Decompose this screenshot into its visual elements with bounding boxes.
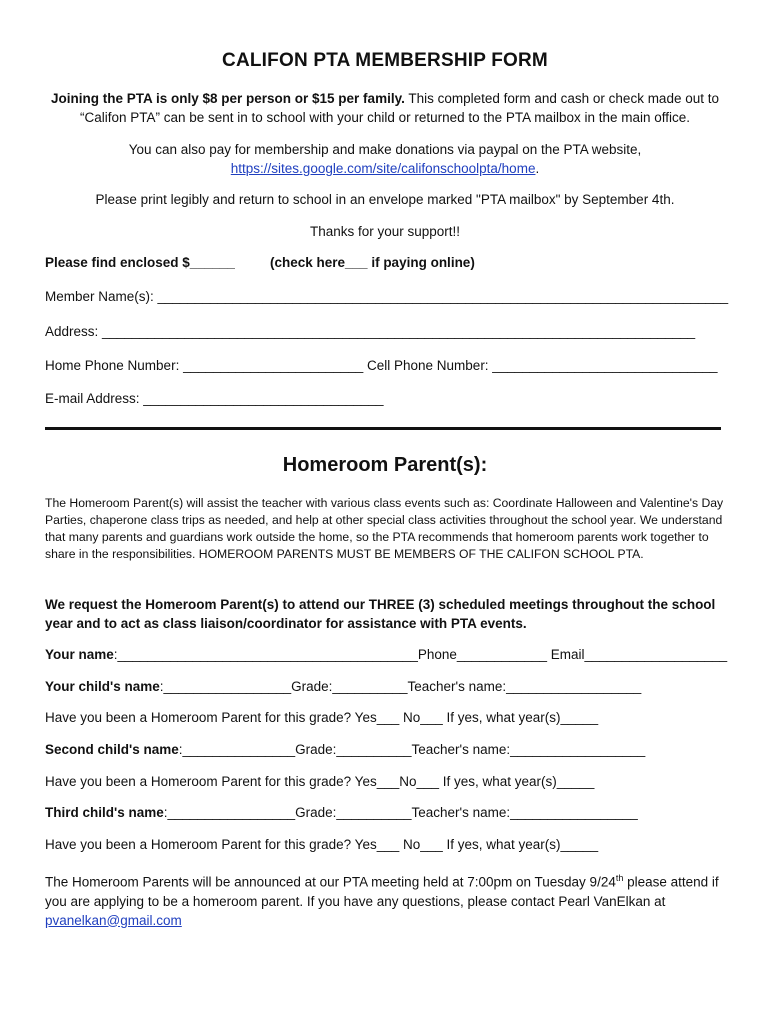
meeting-request: We request the Homeroom Parent(s) to attend our THREE (3) scheduled meetings throughout the school year and to act as class liaison/coordinator for assistance with PTA events.: [45, 597, 716, 631]
address-field[interactable]: Address: _______________________________________________________________________________: [45, 324, 696, 339]
announcement-text-a: The Homeroom Parents will be announced at our PTA meeting held at 7:00pm on Tuesday 9/24: [45, 874, 616, 890]
announcement-superscript: th: [615, 873, 624, 883]
child2-label: Second child's name: [45, 742, 179, 757]
your-name-row[interactable]: [45, 647, 727, 662]
child3-label: Third child's name: [45, 805, 164, 820]
your-name-fields[interactable]: :________________________________________Phone____________ Email___________________: [113, 647, 728, 662]
announcement-text-b: please attend if you are applying to be a homeroom parent. If you have any questions, please contact Pearl VanElkan at: [45, 874, 719, 909]
homeroom-heading: Homeroom Parent(s):: [282, 454, 488, 476]
home-phone-field[interactable]: Home Phone Number: ________________________: [45, 358, 364, 373]
child1-label: Your child's name: [45, 679, 160, 694]
member-names-field[interactable]: Member Name(s): ____________________________________________________________________________: [45, 289, 729, 304]
contact-email-link[interactable]: pvanelkan@gmail.com: [45, 912, 182, 928]
paypal-period: .: [535, 161, 540, 176]
child3-row[interactable]: [45, 805, 638, 820]
paypal-paragraph: [40, 140, 730, 178]
print-note: Please print legibly and return to school in an envelope marked "PTA mailbox" by September 4th.: [95, 192, 675, 207]
intro-price-text: Joining the PTA is only $8 per person or $15 per family.: [50, 91, 405, 106]
announcement-paragraph: [45, 869, 730, 930]
child1-row[interactable]: [45, 679, 641, 694]
child2-fields[interactable]: :_______________Grade:__________Teacher's name:__________________: [178, 742, 646, 757]
intro-instructions-text: This completed form and cash or check made out to “Califon PTA” can be sent in to school with your child or returned to the PTA mailbox in the main office.: [79, 91, 719, 125]
page-title: CALIFON PTA MEMBERSHIP FORM: [222, 50, 548, 71]
child1-fields[interactable]: :_________________Grade:__________Teacher's name:__________________: [159, 679, 642, 694]
child3-fields[interactable]: :_________________Grade:__________Teacher's name:_________________: [163, 805, 638, 820]
child3-question[interactable]: Have you been a Homeroom Parent for this grade? Yes___ No___ If yes, what year(s)_____: [45, 837, 599, 852]
your-name-label: Your name: [45, 647, 114, 662]
homeroom-description: The Homeroom Parent(s) will assist the teacher with various class events such as: Coordinate Halloween and Valentine's Day Parties, chaperone class trips as needed, and help at other special class activities throughout the school year. We understand that many parents and guardians work outside the home, so the PTA recommends that homeroom parents work together to share in the responsibilities. HOMEROOM PARENTS MUST BE MEMBERS OF THE CALIFON SCHOOL PTA.: [45, 496, 724, 561]
enclosed-amount-field[interactable]: Please find enclosed $______: [45, 255, 235, 270]
intro-paragraph: [40, 89, 730, 127]
paypal-text: You can also pay for membership and make donations via paypal on the PTA website,: [128, 142, 642, 157]
child2-question[interactable]: Have you been a Homeroom Parent for this grade? Yes___No___ If yes, what year(s)_____: [45, 774, 595, 789]
email-field[interactable]: E-mail Address: ________________________________: [45, 391, 384, 406]
cell-phone-field[interactable]: Cell Phone Number: ______________________________: [367, 358, 718, 373]
section-divider: [45, 427, 721, 430]
child1-question[interactable]: Have you been a Homeroom Parent for this grade? Yes___ No___ If yes, what year(s)_____: [45, 710, 599, 725]
thanks-note: Thanks for your support!!: [309, 224, 461, 239]
pta-website-link[interactable]: https://sites.google.com/site/califonschoolpta/home: [230, 161, 536, 176]
online-payment-check-field[interactable]: (check here___ if paying online): [270, 255, 475, 270]
child2-row[interactable]: [45, 742, 645, 757]
